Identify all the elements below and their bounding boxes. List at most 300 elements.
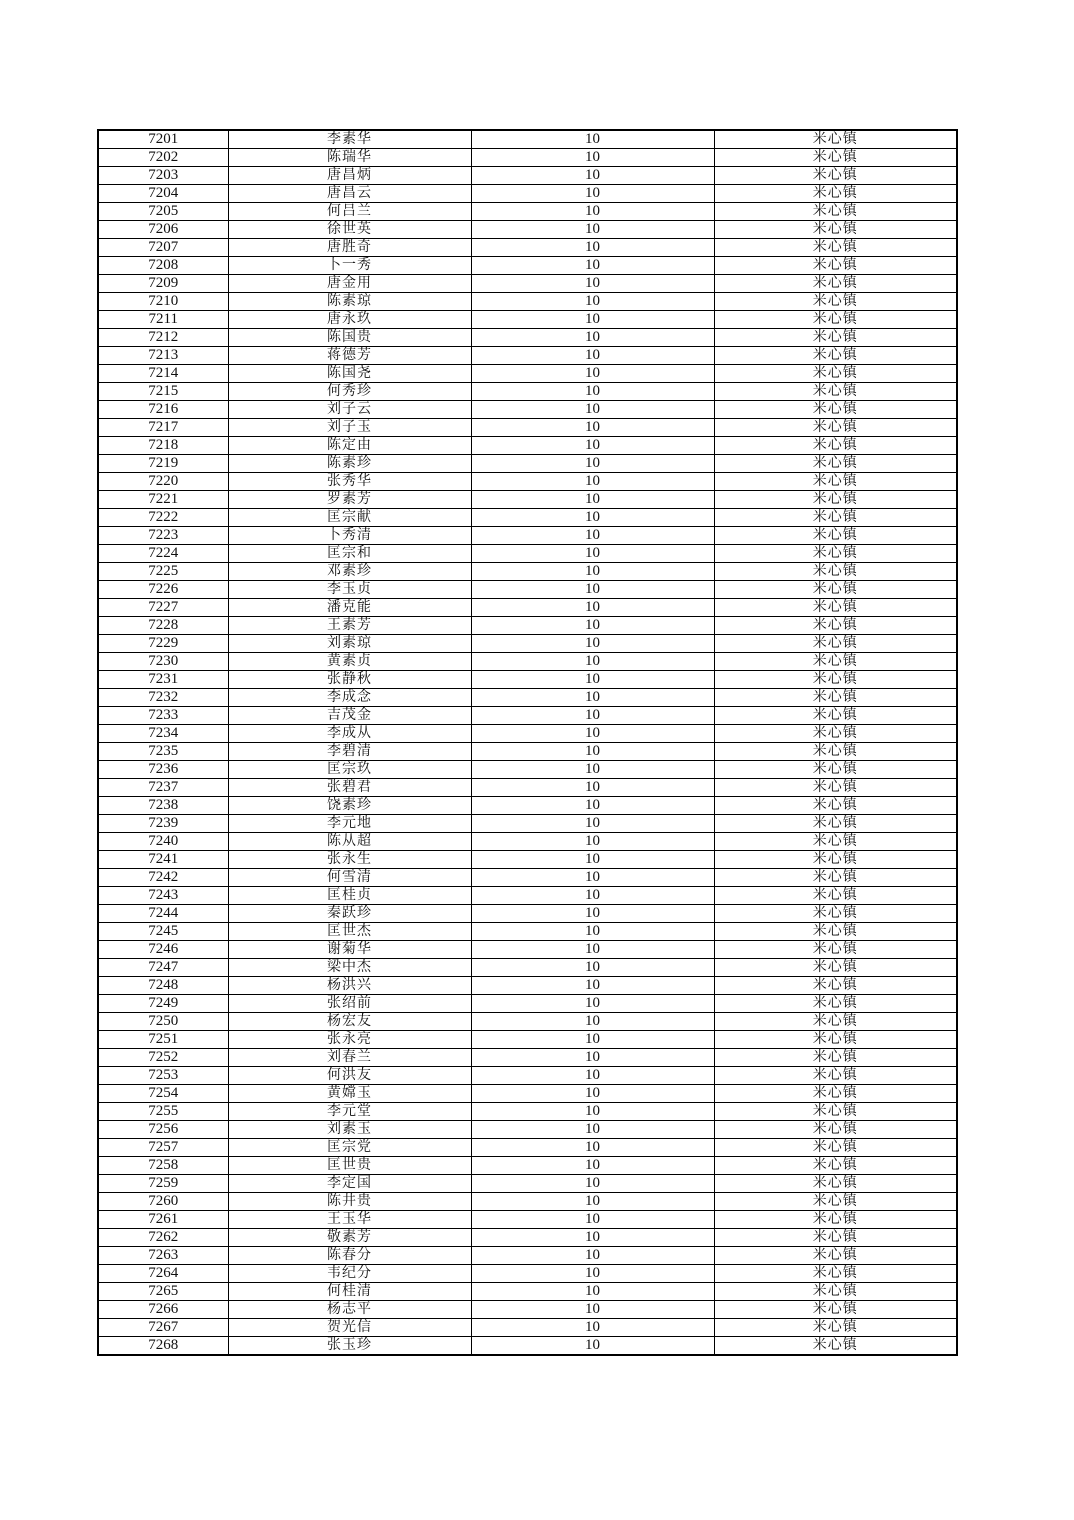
person-name-cell: 匡世贵 <box>228 1157 471 1175</box>
amount-cell: 10 <box>471 797 714 815</box>
amount-cell: 10 <box>471 1193 714 1211</box>
table-row <box>98 1067 957 1085</box>
amount-cell: 10 <box>471 437 714 455</box>
town-cell: 米心镇 <box>714 797 957 815</box>
amount-cell: 10 <box>471 941 714 959</box>
amount-cell: 10 <box>471 851 714 869</box>
table-row <box>98 833 957 851</box>
amount-cell: 10 <box>471 1247 714 1265</box>
town-cell: 米心镇 <box>714 1283 957 1301</box>
person-name-cell: 张永生 <box>228 851 471 869</box>
amount-cell: 10 <box>471 761 714 779</box>
town-cell: 米心镇 <box>714 293 957 311</box>
table-row <box>98 293 957 311</box>
table-row <box>98 437 957 455</box>
amount-cell: 10 <box>471 743 714 761</box>
person-name-cell: 唐永玖 <box>228 311 471 329</box>
amount-cell: 10 <box>471 257 714 275</box>
amount-cell: 10 <box>471 995 714 1013</box>
table-row <box>98 1265 957 1283</box>
person-name-cell: 何洪友 <box>228 1067 471 1085</box>
amount-cell: 10 <box>471 365 714 383</box>
amount-cell: 10 <box>471 1049 714 1067</box>
town-cell: 米心镇 <box>714 185 957 203</box>
table-row <box>98 1139 957 1157</box>
town-cell: 米心镇 <box>714 617 957 635</box>
person-name-cell: 李成从 <box>228 725 471 743</box>
person-name-cell: 匡宗和 <box>228 545 471 563</box>
town-cell: 米心镇 <box>714 365 957 383</box>
table-row <box>98 959 957 977</box>
town-cell: 米心镇 <box>714 743 957 761</box>
town-cell: 米心镇 <box>714 707 957 725</box>
row-number-cell: 7264 <box>98 1265 228 1283</box>
document-sheet <box>97 129 956 1356</box>
town-cell: 米心镇 <box>714 1319 957 1337</box>
table-row <box>98 1301 957 1319</box>
row-number-cell: 7214 <box>98 365 228 383</box>
person-name-cell: 黄嫦玉 <box>228 1085 471 1103</box>
person-name-cell: 卜一秀 <box>228 257 471 275</box>
town-cell: 米心镇 <box>714 959 957 977</box>
table-row <box>98 275 957 293</box>
table-row <box>98 1121 957 1139</box>
row-number-cell: 7203 <box>98 167 228 185</box>
table-row <box>98 167 957 185</box>
person-name-cell: 刘子云 <box>228 401 471 419</box>
amount-cell: 10 <box>471 653 714 671</box>
row-number-cell: 7226 <box>98 581 228 599</box>
town-cell: 米心镇 <box>714 401 957 419</box>
table-row <box>98 869 957 887</box>
table-row <box>98 671 957 689</box>
row-number-cell: 7252 <box>98 1049 228 1067</box>
row-number-cell: 7209 <box>98 275 228 293</box>
person-name-cell: 张静秋 <box>228 671 471 689</box>
amount-cell: 10 <box>471 1013 714 1031</box>
row-number-cell: 7216 <box>98 401 228 419</box>
amount-cell: 10 <box>471 1175 714 1193</box>
table-row <box>98 347 957 365</box>
table-row <box>98 329 957 347</box>
row-number-cell: 7267 <box>98 1319 228 1337</box>
person-name-cell: 李素华 <box>228 130 471 149</box>
town-cell: 米心镇 <box>714 167 957 185</box>
town-cell: 米心镇 <box>714 887 957 905</box>
amount-cell: 10 <box>471 689 714 707</box>
row-number-cell: 7219 <box>98 455 228 473</box>
amount-cell: 10 <box>471 1229 714 1247</box>
amount-cell: 10 <box>471 167 714 185</box>
person-name-cell: 何桂清 <box>228 1283 471 1301</box>
row-number-cell: 7259 <box>98 1175 228 1193</box>
amount-cell: 10 <box>471 383 714 401</box>
amount-cell: 10 <box>471 1211 714 1229</box>
person-name-cell: 李元堂 <box>228 1103 471 1121</box>
person-name-cell: 刘素玉 <box>228 1121 471 1139</box>
table-row <box>98 401 957 419</box>
amount-cell: 10 <box>471 545 714 563</box>
person-name-cell: 饶素珍 <box>228 797 471 815</box>
person-name-cell: 张秀华 <box>228 473 471 491</box>
town-cell: 米心镇 <box>714 1229 957 1247</box>
row-number-cell: 7205 <box>98 203 228 221</box>
table-row <box>98 977 957 995</box>
table-row <box>98 761 957 779</box>
person-name-cell: 匡桂贞 <box>228 887 471 905</box>
person-name-cell: 杨洪兴 <box>228 977 471 995</box>
row-number-cell: 7253 <box>98 1067 228 1085</box>
table-row <box>98 1319 957 1337</box>
town-cell: 米心镇 <box>714 941 957 959</box>
amount-cell: 10 <box>471 563 714 581</box>
person-name-cell: 陈素琼 <box>228 293 471 311</box>
town-cell: 米心镇 <box>714 311 957 329</box>
town-cell: 米心镇 <box>714 923 957 941</box>
town-cell: 米心镇 <box>714 1121 957 1139</box>
row-number-cell: 7235 <box>98 743 228 761</box>
amount-cell: 10 <box>471 581 714 599</box>
table-row <box>98 1013 957 1031</box>
town-cell: 米心镇 <box>714 203 957 221</box>
row-number-cell: 7261 <box>98 1211 228 1229</box>
table-row <box>98 203 957 221</box>
town-cell: 米心镇 <box>714 1013 957 1031</box>
person-name-cell: 杨志平 <box>228 1301 471 1319</box>
row-number-cell: 7223 <box>98 527 228 545</box>
town-cell: 米心镇 <box>714 383 957 401</box>
person-name-cell: 敬素芳 <box>228 1229 471 1247</box>
town-cell: 米心镇 <box>714 1175 957 1193</box>
person-name-cell: 李碧清 <box>228 743 471 761</box>
town-cell: 米心镇 <box>714 329 957 347</box>
row-number-cell: 7238 <box>98 797 228 815</box>
table-row <box>98 599 957 617</box>
person-name-cell: 黄素贞 <box>228 653 471 671</box>
town-cell: 米心镇 <box>714 599 957 617</box>
town-cell: 米心镇 <box>714 635 957 653</box>
row-number-cell: 7227 <box>98 599 228 617</box>
person-name-cell: 陈从超 <box>228 833 471 851</box>
town-cell: 米心镇 <box>714 221 957 239</box>
amount-cell: 10 <box>471 887 714 905</box>
table-row <box>98 130 957 149</box>
amount-cell: 10 <box>471 473 714 491</box>
town-cell: 米心镇 <box>714 653 957 671</box>
row-number-cell: 7265 <box>98 1283 228 1301</box>
table-row <box>98 1229 957 1247</box>
table-row <box>98 1211 957 1229</box>
row-number-cell: 7255 <box>98 1103 228 1121</box>
town-cell: 米心镇 <box>714 545 957 563</box>
town-cell: 米心镇 <box>714 130 957 149</box>
town-cell: 米心镇 <box>714 149 957 167</box>
amount-cell: 10 <box>471 1337 714 1356</box>
table-row <box>98 689 957 707</box>
person-name-cell: 刘子玉 <box>228 419 471 437</box>
table-row <box>98 1337 957 1356</box>
town-cell: 米心镇 <box>714 419 957 437</box>
table-row <box>98 185 957 203</box>
town-cell: 米心镇 <box>714 1301 957 1319</box>
town-cell: 米心镇 <box>714 851 957 869</box>
amount-cell: 10 <box>471 617 714 635</box>
person-name-cell: 陈春分 <box>228 1247 471 1265</box>
amount-cell: 10 <box>471 707 714 725</box>
person-name-cell: 匡宗玖 <box>228 761 471 779</box>
roster-table-body <box>98 130 957 1355</box>
person-name-cell: 吉茂金 <box>228 707 471 725</box>
table-row <box>98 1157 957 1175</box>
town-cell: 米心镇 <box>714 1139 957 1157</box>
person-name-cell: 刘素琼 <box>228 635 471 653</box>
person-name-cell: 陈国贵 <box>228 329 471 347</box>
town-cell: 米心镇 <box>714 725 957 743</box>
town-cell: 米心镇 <box>714 905 957 923</box>
person-name-cell: 刘春兰 <box>228 1049 471 1067</box>
amount-cell: 10 <box>471 311 714 329</box>
row-number-cell: 7236 <box>98 761 228 779</box>
person-name-cell: 蒋德芳 <box>228 347 471 365</box>
table-row <box>98 1283 957 1301</box>
row-number-cell: 7268 <box>98 1337 228 1356</box>
amount-cell: 10 <box>471 635 714 653</box>
person-name-cell: 陈井贵 <box>228 1193 471 1211</box>
amount-cell: 10 <box>471 977 714 995</box>
amount-cell: 10 <box>471 1121 714 1139</box>
amount-cell: 10 <box>471 347 714 365</box>
amount-cell: 10 <box>471 185 714 203</box>
table-row <box>98 383 957 401</box>
town-cell: 米心镇 <box>714 1211 957 1229</box>
amount-cell: 10 <box>471 203 714 221</box>
table-row <box>98 581 957 599</box>
amount-cell: 10 <box>471 959 714 977</box>
table-row <box>98 563 957 581</box>
person-name-cell: 张永亮 <box>228 1031 471 1049</box>
row-number-cell: 7247 <box>98 959 228 977</box>
town-cell: 米心镇 <box>714 527 957 545</box>
person-name-cell: 潘克能 <box>228 599 471 617</box>
town-cell: 米心镇 <box>714 671 957 689</box>
row-number-cell: 7213 <box>98 347 228 365</box>
amount-cell: 10 <box>471 671 714 689</box>
town-cell: 米心镇 <box>714 1157 957 1175</box>
table-row <box>98 653 957 671</box>
person-name-cell: 陈素珍 <box>228 455 471 473</box>
town-cell: 米心镇 <box>714 995 957 1013</box>
row-number-cell: 7262 <box>98 1229 228 1247</box>
town-cell: 米心镇 <box>714 1067 957 1085</box>
person-name-cell: 张绍前 <box>228 995 471 1013</box>
amount-cell: 10 <box>471 1085 714 1103</box>
roster-table <box>97 129 958 1356</box>
amount-cell: 10 <box>471 1301 714 1319</box>
amount-cell: 10 <box>471 419 714 437</box>
town-cell: 米心镇 <box>714 1193 957 1211</box>
row-number-cell: 7251 <box>98 1031 228 1049</box>
row-number-cell: 7211 <box>98 311 228 329</box>
person-name-cell: 李定国 <box>228 1175 471 1193</box>
person-name-cell: 陈定由 <box>228 437 471 455</box>
person-name-cell: 罗素芳 <box>228 491 471 509</box>
town-cell: 米心镇 <box>714 437 957 455</box>
row-number-cell: 7250 <box>98 1013 228 1031</box>
table-row <box>98 707 957 725</box>
town-cell: 米心镇 <box>714 1265 957 1283</box>
amount-cell: 10 <box>471 905 714 923</box>
town-cell: 米心镇 <box>714 239 957 257</box>
table-row <box>98 851 957 869</box>
row-number-cell: 7243 <box>98 887 228 905</box>
table-row <box>98 1103 957 1121</box>
row-number-cell: 7241 <box>98 851 228 869</box>
table-row <box>98 419 957 437</box>
row-number-cell: 7257 <box>98 1139 228 1157</box>
amount-cell: 10 <box>471 599 714 617</box>
table-row <box>98 149 957 167</box>
row-number-cell: 7204 <box>98 185 228 203</box>
row-number-cell: 7222 <box>98 509 228 527</box>
table-row <box>98 923 957 941</box>
town-cell: 米心镇 <box>714 581 957 599</box>
row-number-cell: 7231 <box>98 671 228 689</box>
town-cell: 米心镇 <box>714 1085 957 1103</box>
row-number-cell: 7239 <box>98 815 228 833</box>
table-row <box>98 1247 957 1265</box>
person-name-cell: 唐昌云 <box>228 185 471 203</box>
amount-cell: 10 <box>471 329 714 347</box>
table-row <box>98 905 957 923</box>
row-number-cell: 7254 <box>98 1085 228 1103</box>
row-number-cell: 7206 <box>98 221 228 239</box>
person-name-cell: 张玉珍 <box>228 1337 471 1356</box>
person-name-cell: 邓素珍 <box>228 563 471 581</box>
row-number-cell: 7230 <box>98 653 228 671</box>
row-number-cell: 7233 <box>98 707 228 725</box>
table-row <box>98 1085 957 1103</box>
person-name-cell: 唐金用 <box>228 275 471 293</box>
row-number-cell: 7260 <box>98 1193 228 1211</box>
row-number-cell: 7220 <box>98 473 228 491</box>
table-row <box>98 1175 957 1193</box>
table-row <box>98 815 957 833</box>
table-row <box>98 221 957 239</box>
amount-cell: 10 <box>471 1265 714 1283</box>
amount-cell: 10 <box>471 239 714 257</box>
row-number-cell: 7210 <box>98 293 228 311</box>
table-row <box>98 941 957 959</box>
table-row <box>98 635 957 653</box>
table-row <box>98 995 957 1013</box>
amount-cell: 10 <box>471 869 714 887</box>
town-cell: 米心镇 <box>714 563 957 581</box>
row-number-cell: 7232 <box>98 689 228 707</box>
row-number-cell: 7228 <box>98 617 228 635</box>
town-cell: 米心镇 <box>714 509 957 527</box>
amount-cell: 10 <box>471 1157 714 1175</box>
amount-cell: 10 <box>471 725 714 743</box>
row-number-cell: 7242 <box>98 869 228 887</box>
row-number-cell: 7217 <box>98 419 228 437</box>
row-number-cell: 7201 <box>98 130 228 149</box>
amount-cell: 10 <box>471 527 714 545</box>
table-row <box>98 1031 957 1049</box>
row-number-cell: 7244 <box>98 905 228 923</box>
table-row <box>98 473 957 491</box>
town-cell: 米心镇 <box>714 779 957 797</box>
town-cell: 米心镇 <box>714 275 957 293</box>
person-name-cell: 张碧君 <box>228 779 471 797</box>
row-number-cell: 7246 <box>98 941 228 959</box>
person-name-cell: 梁中杰 <box>228 959 471 977</box>
amount-cell: 10 <box>471 293 714 311</box>
person-name-cell: 贺光信 <box>228 1319 471 1337</box>
amount-cell: 10 <box>471 149 714 167</box>
amount-cell: 10 <box>471 491 714 509</box>
person-name-cell: 匡宗党 <box>228 1139 471 1157</box>
person-name-cell: 李玉贞 <box>228 581 471 599</box>
person-name-cell: 匡宗献 <box>228 509 471 527</box>
table-row <box>98 725 957 743</box>
table-row <box>98 491 957 509</box>
town-cell: 米心镇 <box>714 257 957 275</box>
person-name-cell: 何吕兰 <box>228 203 471 221</box>
row-number-cell: 7240 <box>98 833 228 851</box>
row-number-cell: 7207 <box>98 239 228 257</box>
amount-cell: 10 <box>471 1067 714 1085</box>
row-number-cell: 7212 <box>98 329 228 347</box>
town-cell: 米心镇 <box>714 833 957 851</box>
town-cell: 米心镇 <box>714 761 957 779</box>
person-name-cell: 谢菊华 <box>228 941 471 959</box>
table-row <box>98 545 957 563</box>
row-number-cell: 7249 <box>98 995 228 1013</box>
amount-cell: 10 <box>471 815 714 833</box>
person-name-cell: 王素芳 <box>228 617 471 635</box>
amount-cell: 10 <box>471 1031 714 1049</box>
row-number-cell: 7266 <box>98 1301 228 1319</box>
table-row <box>98 509 957 527</box>
town-cell: 米心镇 <box>714 1031 957 1049</box>
town-cell: 米心镇 <box>714 347 957 365</box>
table-row <box>98 617 957 635</box>
town-cell: 米心镇 <box>714 977 957 995</box>
row-number-cell: 7245 <box>98 923 228 941</box>
person-name-cell: 何雪清 <box>228 869 471 887</box>
person-name-cell: 陈国尧 <box>228 365 471 383</box>
row-number-cell: 7218 <box>98 437 228 455</box>
table-row <box>98 239 957 257</box>
person-name-cell: 匡世杰 <box>228 923 471 941</box>
amount-cell: 10 <box>471 401 714 419</box>
amount-cell: 10 <box>471 1103 714 1121</box>
person-name-cell: 韦纪分 <box>228 1265 471 1283</box>
person-name-cell: 何秀珍 <box>228 383 471 401</box>
row-number-cell: 7248 <box>98 977 228 995</box>
row-number-cell: 7221 <box>98 491 228 509</box>
table-row <box>98 311 957 329</box>
row-number-cell: 7225 <box>98 563 228 581</box>
town-cell: 米心镇 <box>714 815 957 833</box>
town-cell: 米心镇 <box>714 455 957 473</box>
row-number-cell: 7256 <box>98 1121 228 1139</box>
town-cell: 米心镇 <box>714 1103 957 1121</box>
table-row <box>98 779 957 797</box>
row-number-cell: 7229 <box>98 635 228 653</box>
person-name-cell: 唐胜奇 <box>228 239 471 257</box>
town-cell: 米心镇 <box>714 491 957 509</box>
